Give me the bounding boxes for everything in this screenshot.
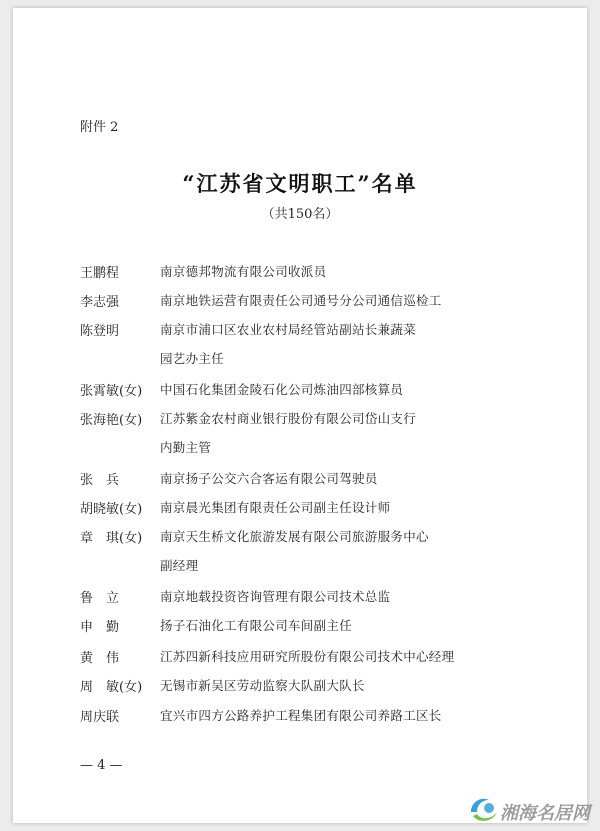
honoree-position: 南京市浦口区农业农村局经管站副站长兼蔬菜 bbox=[160, 322, 417, 337]
honoree-name: 胡晓敏(女) bbox=[80, 502, 143, 517]
list-item bbox=[0, 320, 600, 344]
honoree-position: 无锡市新吴区劳动监察大队副大队长 bbox=[160, 678, 365, 693]
honoree-position: 南京德邦物流有限公司收派员 bbox=[160, 264, 327, 279]
list-item-continuation bbox=[0, 556, 600, 580]
list-item bbox=[0, 676, 600, 700]
honoree-position: 江苏四新科技应用研究所股份有限公司技术中心经理 bbox=[160, 649, 455, 664]
honoree-position: 南京地铁运营有限责任公司通号分公司通信巡检工 bbox=[160, 293, 442, 308]
honoree-position-continued: 副经理 bbox=[160, 558, 199, 573]
honoree-name: 张 兵 bbox=[80, 473, 120, 488]
honoree-name: 申 勤 bbox=[80, 620, 120, 635]
honoree-position: 江苏紫金农村商业银行股份有限公司岱山支行 bbox=[160, 411, 417, 426]
list-item bbox=[0, 380, 600, 404]
list-item bbox=[0, 706, 600, 730]
honoree-name: 黄 伟 bbox=[80, 651, 120, 666]
honoree-position: 扬子石油化工有限公司车间副主任 bbox=[160, 618, 353, 633]
page-title: “江苏省文明职工”名单 bbox=[182, 171, 418, 196]
honoree-name: 陈登明 bbox=[80, 324, 120, 339]
attachment-label: 附件 2 bbox=[80, 120, 119, 135]
honoree-position: 宜兴市四方公路养护工程集团有限公司养路工区长 bbox=[160, 708, 442, 723]
honoree-position: 南京天生桥文化旅游发展有限公司旅游服务中心 bbox=[160, 529, 429, 544]
list-item bbox=[0, 291, 600, 315]
list-item bbox=[0, 587, 600, 611]
list-item bbox=[0, 527, 600, 551]
list-item bbox=[0, 262, 600, 286]
watermark-text: 湘海名居网 bbox=[500, 803, 590, 824]
honoree-name: 王鹏程 bbox=[80, 266, 120, 281]
site-watermark bbox=[467, 792, 592, 826]
honoree-name: 章 琪(女) bbox=[80, 531, 143, 546]
honoree-position: 南京扬子公交六合客运有限公司驾驶员 bbox=[160, 471, 378, 486]
list-item-continuation bbox=[0, 349, 600, 373]
honoree-name: 周 敏(女) bbox=[80, 680, 143, 695]
honoree-position: 中国石化集团金陵石化公司炼油四部核算员 bbox=[160, 382, 404, 397]
list-item bbox=[0, 498, 600, 522]
watermark-logo-icon bbox=[467, 792, 503, 826]
list-item bbox=[0, 409, 600, 433]
honoree-position: 南京地载投资咨询管理有限公司技术总监 bbox=[160, 589, 391, 604]
honoree-name: 张霄敏(女) bbox=[80, 384, 143, 399]
honoree-name: 周庆联 bbox=[80, 710, 120, 725]
honoree-position: 南京晨光集团有限责任公司副主任设计师 bbox=[160, 500, 391, 515]
list-item bbox=[0, 469, 600, 493]
honoree-position-continued: 内勤主管 bbox=[160, 440, 212, 455]
list-item bbox=[0, 647, 600, 671]
page-subtitle: （共150名） bbox=[261, 207, 339, 222]
honoree-name: 李志强 bbox=[80, 295, 120, 310]
list-item-continuation bbox=[0, 438, 600, 462]
honoree-name: 张海艳(女) bbox=[80, 413, 143, 428]
list-item bbox=[0, 616, 600, 640]
honoree-name: 鲁 立 bbox=[80, 591, 120, 606]
page-number: — 4 — bbox=[80, 758, 123, 773]
honoree-position-continued: 园艺办主任 bbox=[160, 351, 225, 366]
